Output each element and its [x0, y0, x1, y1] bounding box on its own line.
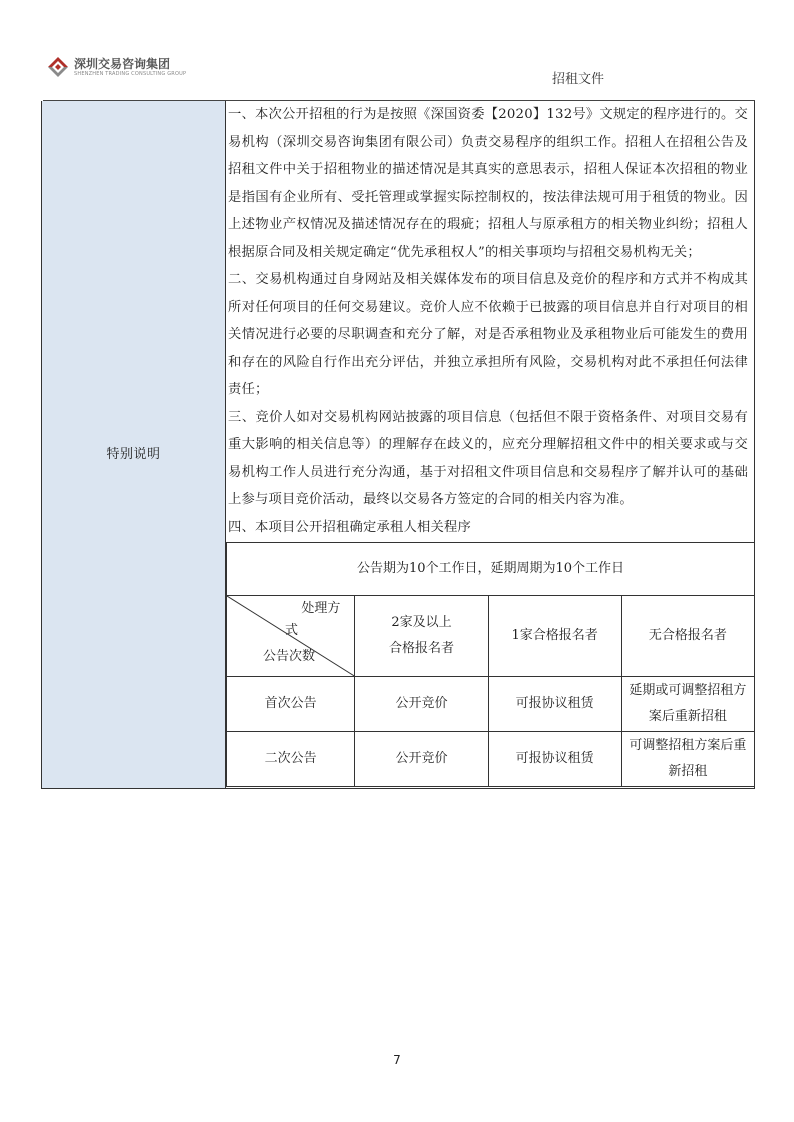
row-label: 二次公告: [227, 732, 355, 787]
company-logo: [46, 55, 186, 79]
logo-text-cn: 深圳交易咨询集团: [74, 56, 171, 71]
row-cell: 公开竞价: [355, 732, 488, 787]
company-logo-icon: [46, 55, 70, 79]
procedure-table: [226, 542, 755, 787]
row-cell-line1: 延期或可调整招租方: [629, 683, 747, 698]
note-paragraph-3: 三、竞价人如对交易机构网站披露的项目信息（包括但不限于资格条件、对项目交易有重大影响的相关信息等）的理解存在歧义的，应充分理解招租文件中的相关要求或与交易机构工作人员进行充分沟通，基于对招租文件项目信息和交易程序了解并认可的基础上参与项目竞价活动，最终以交易各方签定的合同的相关内容为准。: [228, 409, 748, 507]
header-two-or-more: [355, 596, 488, 677]
left-label-cell: [42, 101, 226, 788]
note-paragraph-2: 二、交易机构通过自身网站及相关媒体发布的项目信息及竞价的程序和方式并不构成其所对任何项目的任何交易建议。竞价人应不依赖于已披露的项目信息并自行对项目的相关情况进行必要的尽职调查和充分了解，对是否承租物业及承租物业后可能发生的费用和存在的风险自行作出充分评估，并独立承担所有风险，交易机构对此不承担任何法律责任；: [228, 272, 748, 397]
row-cell-line2: 新招租: [668, 764, 708, 779]
notes-content-cell: [226, 101, 754, 788]
special-notes-label: 特别说明: [106, 447, 161, 462]
header-two-or-more-line1: 2家及以上: [391, 615, 452, 630]
header-two-or-more-line2: 合格报名者: [388, 641, 454, 656]
row-cell: 可报协议租赁: [488, 732, 621, 787]
header-process-label: 处理方: [301, 601, 341, 616]
logo-text-en: SHENZHEN TRADING CONSULTING GROUP: [74, 70, 187, 77]
document-title: 招租文件: [552, 72, 605, 87]
note-paragraph-1: 一、本次公开招租的行为是按照《深国资委【2020】132号》文规定的程序进行的。交易机构（深圳交易咨询集团有限公司）负责交易程序的组织工作。招租人在招租公告及招租文件中关于招租物业的描述情况是其真实的意思表示，招租人保证本次招租的物业是指国有企业所有、受托管理或掌握实际控制权的，按法律法规可用于租赁的物业。因上述物业产权情况及描述情况存在的瑕疵；招租人与原承租方的相关物业纠纷；招租人根据原合同及相关规定确定“优先承租权人”的相关事项均与招租交易机构无关；: [228, 107, 748, 260]
header-no-qualified: 无合格报名者: [621, 596, 754, 677]
table-row: [227, 677, 755, 732]
special-notes-table: [41, 101, 755, 789]
page-number: 7: [393, 1053, 401, 1067]
row-cell-line1: 可调整招租方案后重: [629, 738, 747, 753]
diagonal-header-cell: [227, 596, 355, 677]
header-process-label-2: 式: [285, 623, 299, 638]
row-cell: 公开竞价: [355, 677, 488, 732]
row-cell: [621, 677, 754, 732]
note-paragraph-4: 四、本项目公开招租确定承租人相关程序: [228, 519, 471, 535]
row-cell: 可报协议租赁: [488, 677, 621, 732]
row-cell: [621, 732, 754, 787]
row-label: 首次公告: [227, 677, 355, 732]
notice-period-cell: 公告期为10个工作日，延期周期为10个工作日: [227, 543, 755, 596]
table-row: [227, 732, 755, 787]
header-notice-count-label: 公告次数: [263, 649, 316, 664]
header-one-qualified: 1家合格报名者: [488, 596, 621, 677]
row-cell-line2: 案后重新招租: [648, 709, 727, 724]
